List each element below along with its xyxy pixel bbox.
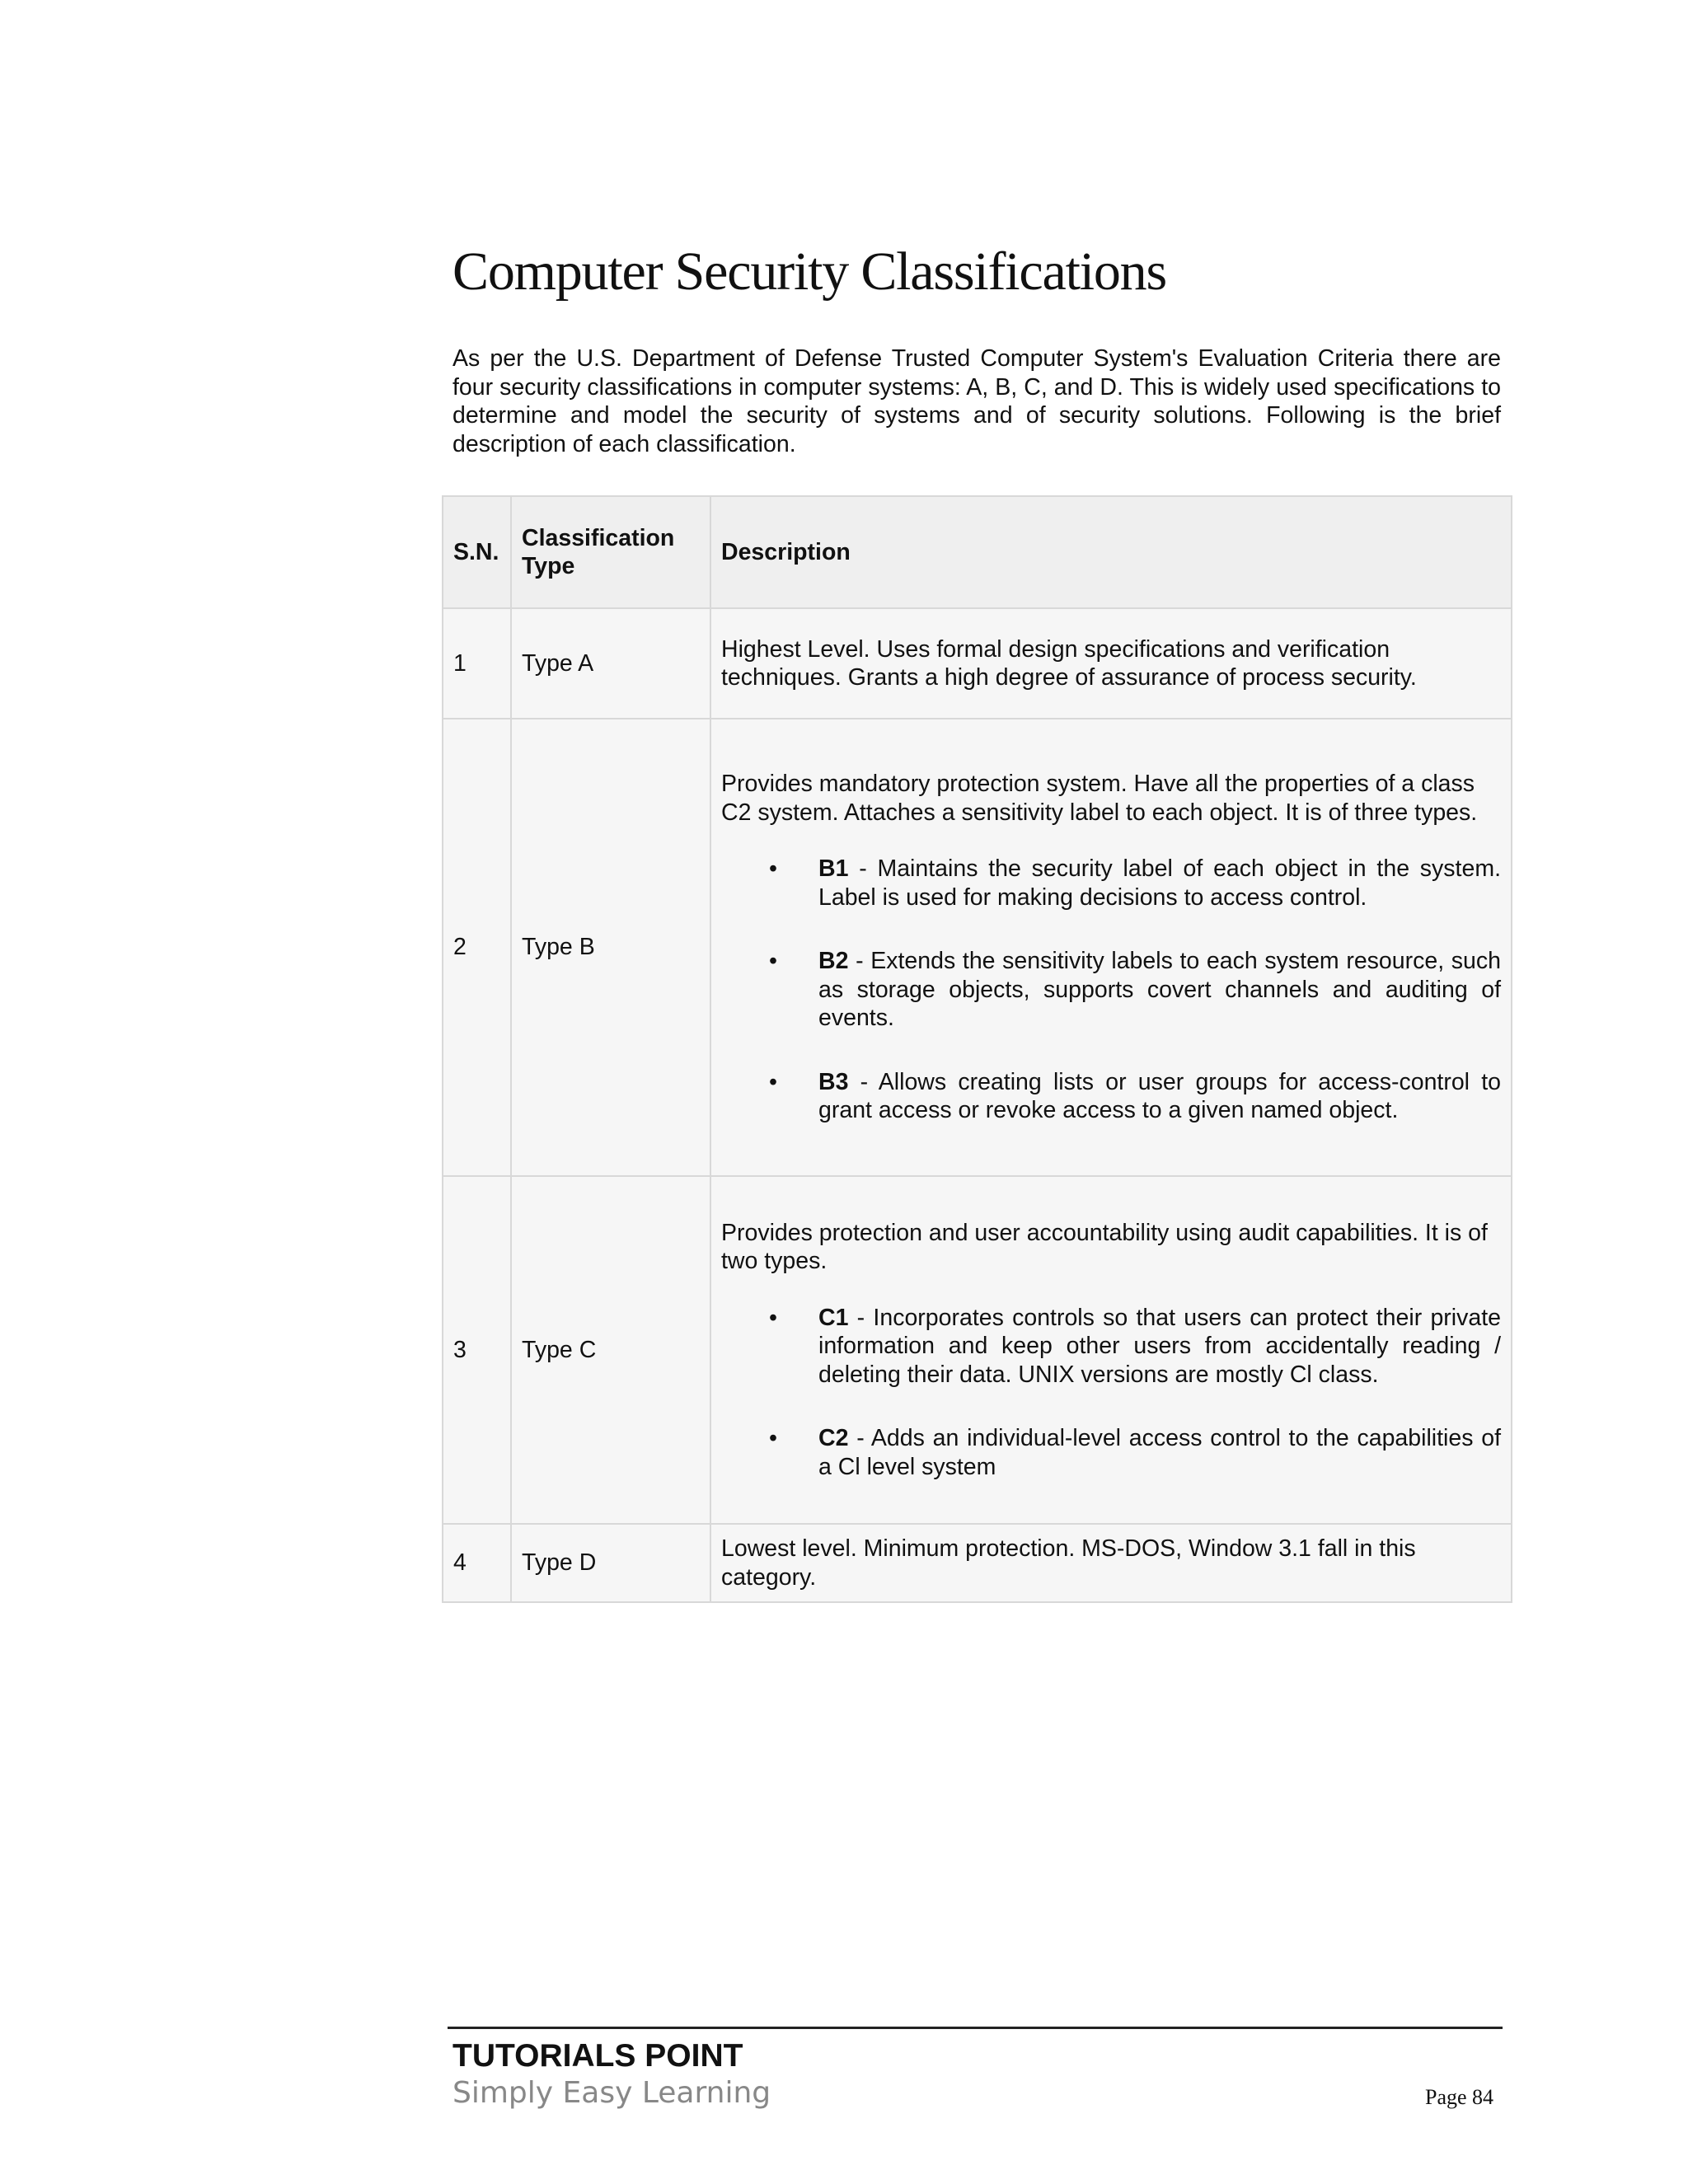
- subtype-list: [721, 1304, 1501, 1482]
- bullet-icon: •: [769, 948, 777, 975]
- subtype-term: B3: [818, 1068, 849, 1095]
- description-text: Lowest level. Minimum protection. MS-DOS, Window 3.1 fall in this category.: [721, 1535, 1416, 1591]
- cell-description: [710, 608, 1512, 719]
- cell-description: [710, 1176, 1512, 1524]
- subtype-term: B2: [818, 948, 849, 975]
- cell-type: Type D: [511, 1524, 710, 1602]
- description-text: Provides mandatory protection system. Have all the properties of a class C2 system. Attaches a sensitivity label to each object. It is of three types.: [721, 771, 1478, 826]
- subtype-text: - Allows creating lists or user groups for access-control to grant access or revoke access to a given named object.: [818, 1068, 1501, 1124]
- subtype-text: - Incorporates controls so that users can protect their private information and keep other users from accidentally reading / deleting their data. UNIX versions are mostly Cl class.: [818, 1304, 1501, 1388]
- cell-description: [710, 719, 1512, 1176]
- description-text: Highest Level. Uses formal design specifications and verification techniques. Grants a high degree of assurance of process security.: [721, 635, 1417, 691]
- list-item: [721, 1304, 1501, 1390]
- table-row: [443, 1176, 1512, 1524]
- footer-divider: [448, 2027, 1503, 2029]
- description-text: Provides protection and user accountability using audit capabilities. It is of two types.: [721, 1219, 1488, 1275]
- subtype-text: - Extends the sensitivity labels to each system resource, such as storage objects, supports covert channels and auditing of events.: [818, 948, 1501, 1032]
- cell-type: Type A: [511, 608, 710, 719]
- table-header-row: [443, 496, 1512, 608]
- header-sn: S.N.: [443, 496, 511, 608]
- table-row: [443, 1524, 1512, 1602]
- list-item: [721, 947, 1501, 1033]
- bullet-icon: •: [769, 1304, 777, 1331]
- page-title: Computer Security Classifications: [452, 241, 1166, 302]
- classification-table: [442, 495, 1512, 1603]
- bullet-icon: •: [769, 1068, 777, 1095]
- cell-type: Type C: [511, 1176, 710, 1524]
- subtype-term: C1: [818, 1304, 849, 1331]
- table-row: [443, 719, 1512, 1176]
- cell-sn: 4: [443, 1524, 511, 1602]
- subtype-list: [721, 855, 1501, 1125]
- header-description: Description: [710, 496, 1512, 608]
- table-row: [443, 608, 1512, 719]
- bullet-icon: •: [769, 855, 777, 883]
- cell-sn: 3: [443, 1176, 511, 1524]
- bullet-icon: •: [769, 1425, 777, 1452]
- page-number: Page 84: [1425, 2085, 1494, 2109]
- intro-paragraph: As per the U.S. Department of Defense Trusted Computer System's Evaluation Criteria there are four security classifications in computer systems: A, B, C, and D. This is widely used specifications to determine and model the security of systems and of security solutions. Following is the brief description of each classification.: [452, 345, 1501, 457]
- cell-type: Type B: [511, 719, 710, 1176]
- list-item: [721, 1424, 1501, 1481]
- subtype-term: B1: [818, 855, 849, 883]
- list-item: [721, 1068, 1501, 1125]
- cell-sn: 1: [443, 608, 511, 719]
- subtype-text: - Adds an individual-level access control to the capabilities of a Cl level system: [818, 1425, 1501, 1480]
- footer-brand: TUTORIALS POINT: [452, 2038, 743, 2074]
- list-item: [721, 855, 1501, 912]
- subtype-term: C2: [818, 1425, 849, 1452]
- subtype-text: - Maintains the security label of each object in the system. Label is used for making decisions to access control.: [818, 855, 1501, 911]
- header-classification-type: Classification Type: [511, 496, 710, 608]
- cell-sn: 2: [443, 719, 511, 1176]
- cell-description: [710, 1524, 1512, 1602]
- footer-tagline: Simply Easy Learning: [452, 2076, 771, 2110]
